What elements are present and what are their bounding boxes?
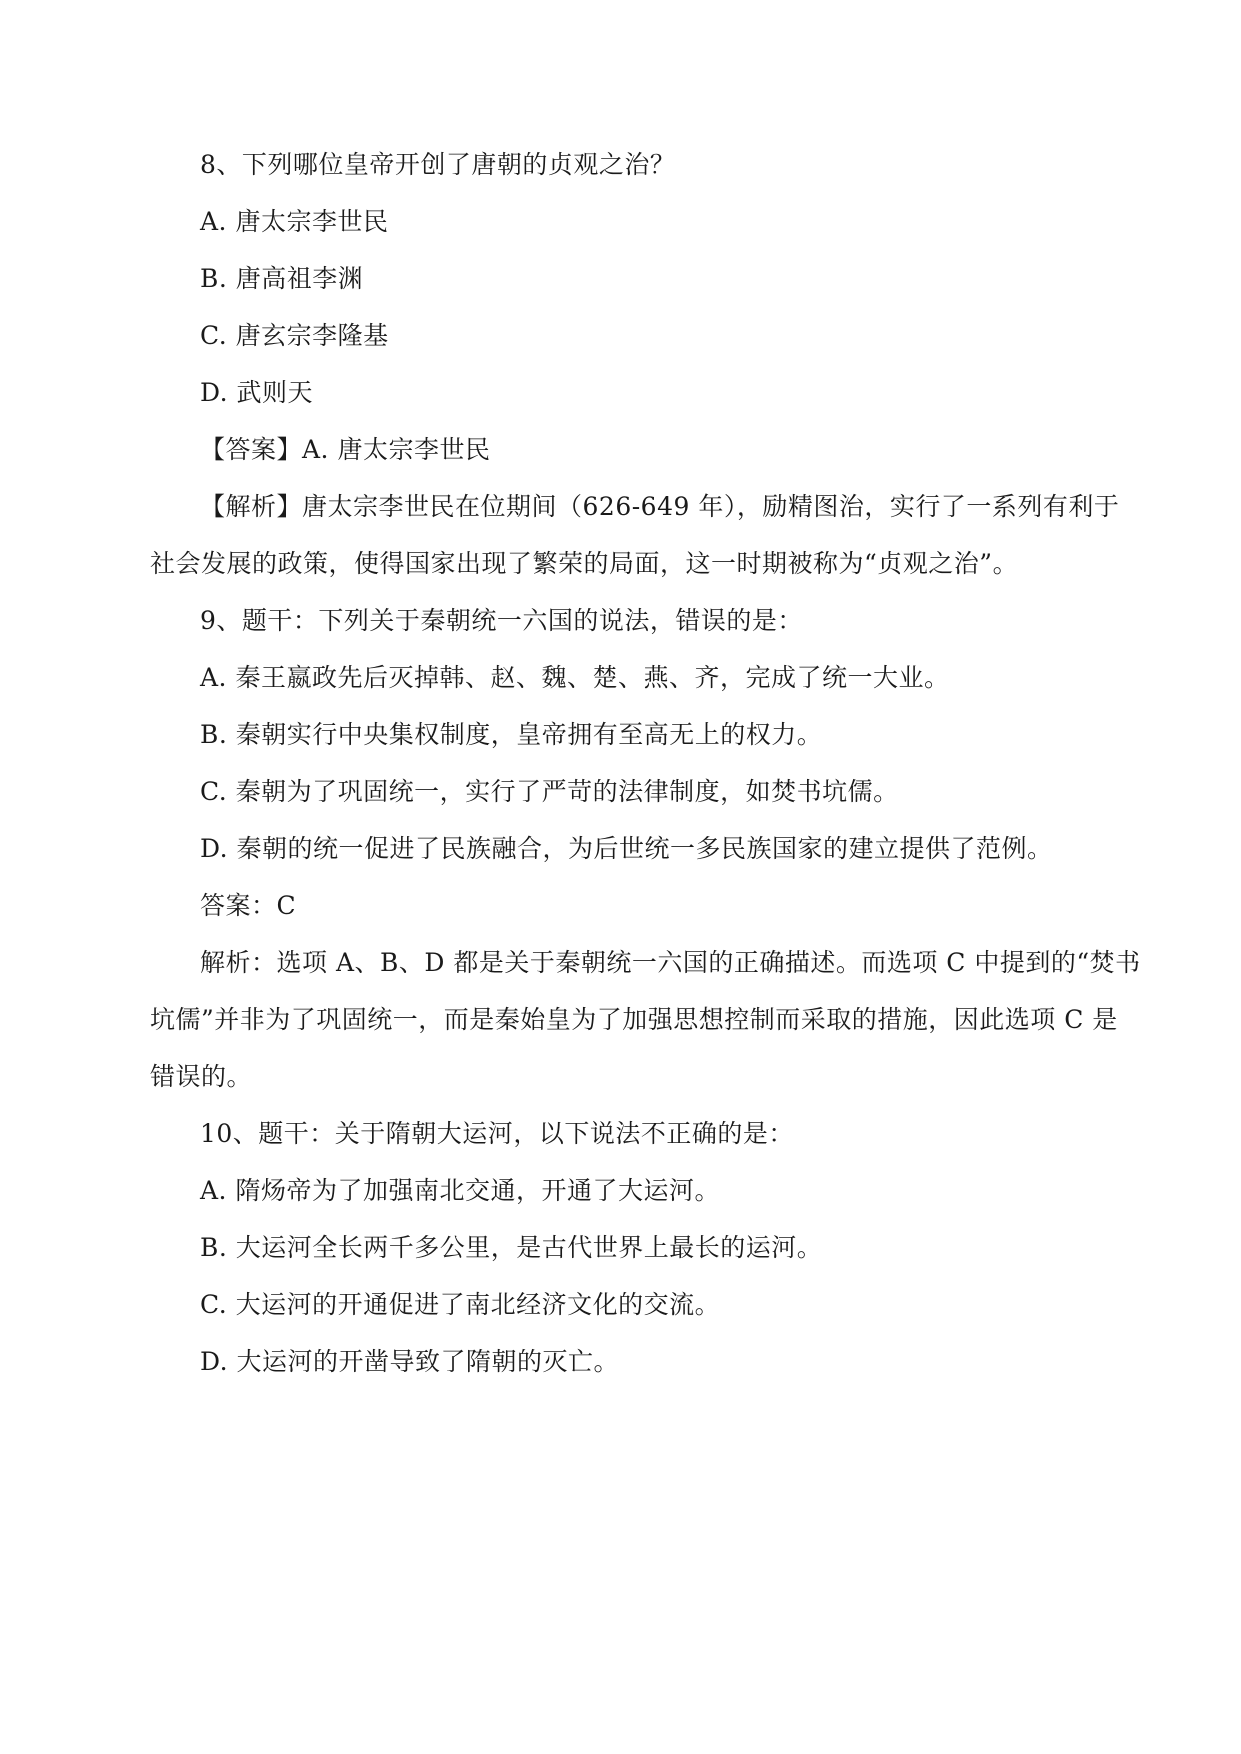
question-8-analysis-line-1: 【解析】唐太宗李世民在位期间（626-649 年），励精图治，实行了一系列有利于 [200, 492, 1120, 521]
question-8-analysis-line-2: 社会发展的政策，使得国家出现了繁荣的局面，这一时期被称为“贞观之治”。 [150, 549, 1019, 578]
question-8-option-b: B. 唐高祖李渊 [200, 264, 364, 293]
question-9-option-b: B. 秦朝实行中央集权制度，皇帝拥有至高无上的权力。 [200, 720, 823, 749]
question-9-answer: 答案：C [200, 891, 297, 920]
question-9-option-d: D. 秦朝的统一促进了民族融合，为后世统一多民族国家的建立提供了范例。 [200, 834, 1053, 863]
question-10-option-a: A. 隋炀帝为了加强南北交通，开通了大运河。 [200, 1176, 720, 1205]
question-9-analysis-line-3: 错误的。 [150, 1062, 253, 1091]
question-10-option-c: C. 大运河的开通促进了南北经济文化的交流。 [200, 1290, 721, 1319]
question-9-option-a: A. 秦王嬴政先后灭掉韩、赵、魏、楚、燕、齐，完成了统一大业。 [200, 663, 950, 692]
question-9-option-c: C. 秦朝为了巩固统一，实行了严苛的法律制度，如焚书坑儒。 [200, 777, 899, 806]
question-8-option-c: C. 唐玄宗李隆基 [200, 321, 389, 350]
question-10-option-b: B. 大运河全长两千多公里，是古代世界上最长的运河。 [200, 1233, 823, 1262]
question-9-analysis-line-1: 解析：选项 A、B、D 都是关于秦朝统一六国的正确描述。而选项 C 中提到的“焚书 [200, 948, 1141, 977]
question-8-option-a: A. 唐太宗李世民 [200, 207, 389, 236]
question-10-stem: 10、题干：关于隋朝大运河，以下说法不正确的是： [200, 1119, 794, 1148]
question-9-stem: 9、题干：下列关于秦朝统一六国的说法，错误的是： [200, 606, 803, 635]
question-9-analysis-line-2: 坑儒”并非为了巩固统一，而是秦始皇为了加强思想控制而采取的措施，因此选项 C 是 [150, 1005, 1118, 1034]
question-8-answer: 【答案】A. 唐太宗李世民 [200, 435, 491, 464]
question-10-option-d: D. 大运河的开凿导致了隋朝的灭亡。 [200, 1347, 620, 1376]
question-8-stem: 8、下列哪位皇帝开创了唐朝的贞观之治？ [200, 150, 676, 179]
question-8-option-d: D. 武则天 [200, 378, 314, 407]
